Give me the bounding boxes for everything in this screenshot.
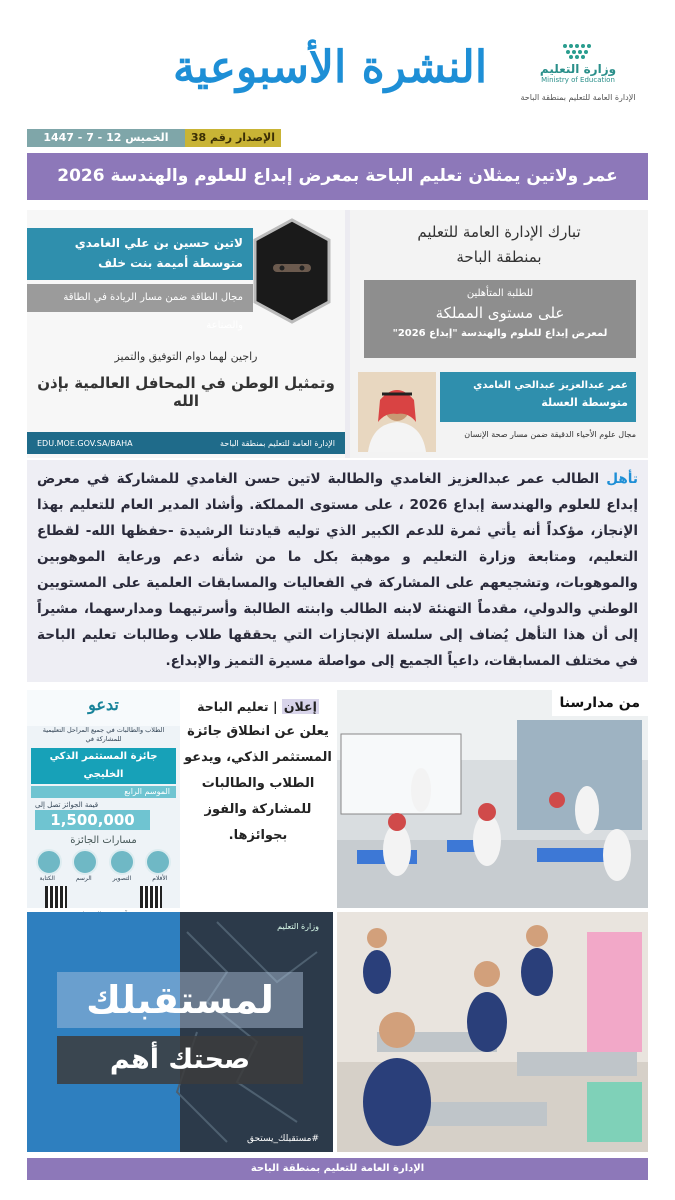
award-value: 1,500,000 <box>35 810 150 830</box>
ministry-name-en: Ministry of Education <box>541 76 615 84</box>
article-text: الطالب عمر عبدالعزيز الغامدي والطالبة لاتين حسن الغامدي للمشاركة في معرض إبداع للعلوم والهندسة إبداع 2026 ، على مستوى المملكة. وأشاد المدير العام للتعليم بهذا الإنجاز، مؤكداً أنه يأتي ثمرة للدعم الكبير الذي توليه قيادتنا الرشيدة -حفظها الله- لقطاع التعليم، ومتابعة وزارة التعليم و موهبة بكل ما من شأنه دعم ورعاية الموهوبين والموهوبات، وتشجيعهم على المشاركة في الفعاليات والمسابقات العلمية على المستويين الوطني والدولي، مقدماً التهنئة لابنه الطالب وابنته الطالبة وأسرتيهما ومدارسهما، مشيراً إلى أن هذا التأهل يُضاف إلى سلسلة الإنجازات التي يحققها طلاب وطالبات تعليم الباحة في مختلف المسابقات، داعياً الجميع إلى مواصلة مسيرة التميز والإبداع. <box>37 471 638 669</box>
award-name: جائزة المستثمر الذكي الخليجي <box>31 748 176 784</box>
pen-icon <box>36 849 62 875</box>
qualified-level: على مستوى المملكة <box>435 304 565 322</box>
health-poster-hashtag: #مستقبلك_يستحق <box>246 1134 319 1144</box>
award-tracks-label: مسارات الجائزة <box>70 835 137 846</box>
girls-classroom-photo-image <box>337 912 648 1152</box>
department-name: الإدارة العامة للتعليم بمنطقة الباحة <box>520 93 636 102</box>
girls-classroom-photo <box>337 912 648 1152</box>
headline: عمر ولاتين يمثلان تعليم الباحة بمعرض إبداع للعلوم والهندسة 2026 <box>27 153 648 200</box>
student2-banner <box>27 228 253 280</box>
congrats-text <box>360 220 638 270</box>
health-poster-logo: وزارة التعليم <box>277 922 319 931</box>
student1-name: عمر عبدالعزيز عبدالحي الغامدي <box>473 380 628 391</box>
card-footer <box>27 432 345 454</box>
qr-code-icon[interactable] <box>140 886 162 908</box>
track-label: الرسم <box>75 875 92 882</box>
from-our-schools-tag: من مدارسنا <box>552 690 649 716</box>
card-footer-dept: الإدارة العامة للتعليم بمنطقة الباحة <box>220 438 335 448</box>
card-footer-url: EDU.MOE.GOV.SA/BAHA <box>37 438 133 448</box>
track-label: الكتابة <box>39 875 55 882</box>
ministry-logo-icon <box>561 42 595 60</box>
classroom-photo-image <box>337 690 648 908</box>
student1-photo-image <box>358 372 436 452</box>
header <box>0 0 675 125</box>
award-season: الموسم الرابع <box>31 786 176 798</box>
newsletter-title: النشرة الأسبوعية <box>172 42 488 93</box>
qr-code-icon[interactable] <box>45 886 67 908</box>
issue-number: الإصدار رقم 38 <box>185 129 281 147</box>
health-poster-word1: لمستقبلك <box>57 972 303 1028</box>
student2-photo <box>249 218 335 324</box>
film-icon <box>145 849 171 875</box>
award-poster-brand: تدعو <box>88 695 119 714</box>
track-label: الأفلام <box>152 875 168 882</box>
qualified-box <box>364 280 636 358</box>
card-left-panel <box>27 210 345 458</box>
article-body <box>27 460 648 682</box>
student1-school: متوسطة العسلة <box>541 396 628 409</box>
health-poster-bg <box>27 912 333 1152</box>
footer: الإدارة العامة للتعليم بمنطقة الباحة <box>27 1158 648 1180</box>
wish-line-2: وتمثيل الوطن في المحافل العالمية بإذن الله <box>37 374 335 410</box>
issue-date: الخميس 12 - 7 - 1447 <box>27 129 185 147</box>
qualified-label: للطلبة المتأهلين <box>466 288 534 299</box>
student2-school: متوسطة أميمة بنت خلف <box>98 256 243 270</box>
paint-brush-icon <box>72 849 98 875</box>
congratulation-card <box>27 210 648 458</box>
issue-bar <box>27 129 281 147</box>
classroom-photo <box>337 690 648 908</box>
article-lead: تأهل <box>606 471 638 487</box>
award-track-icons <box>27 849 180 875</box>
award-poster <box>27 690 180 908</box>
student2-field: مجال الطاقة ضمن مسار الريادة في الطاقة والصناعة <box>27 284 253 312</box>
award-value-caption: قيمة الجوائز تصل إلى <box>35 801 99 809</box>
student1-banner <box>440 372 636 422</box>
student2-name: لاتين حسين بن علي الغامدي <box>74 236 243 250</box>
announcement-prefix: إعلان <box>283 699 317 714</box>
award-poster-top <box>27 690 180 726</box>
student1-field: مجال علوم الأحياء الدقيقة ضمن مسار صحة الإنسان <box>464 430 636 439</box>
announcement-body: يعلن عن انطلاق جائزة المستثمر الذكي، ويدعو الطلاب والطالبات للمشاركة والفوز بجوائزها. <box>184 724 332 843</box>
camera-icon <box>109 849 135 875</box>
announcement <box>183 690 333 908</box>
student1-photo <box>358 372 436 452</box>
health-poster <box>27 912 333 1152</box>
congrats-line-1: تبارك الإدارة العامة للتعليم <box>417 223 581 241</box>
announcement-suffix: تعليم الباحة <box>197 699 269 714</box>
ministry-name-ar: وزارة التعليم <box>539 62 617 76</box>
track-label: التصوير <box>112 875 132 882</box>
congrats-line-2: بمنطقة الباحة <box>456 248 542 266</box>
health-poster-word2: صحتك أهم <box>57 1036 303 1084</box>
wish-line-1: راجين لهما دوام التوفيق والتميز <box>114 350 258 363</box>
announcement-title: إعلان | تعليم الباحة <box>197 699 317 714</box>
card-right-panel <box>350 210 648 458</box>
qr-codes <box>27 882 180 908</box>
award-track-labels <box>27 875 180 882</box>
qualified-event: لمعرض إبداع للعلوم والهندسة "إبداع 2026" <box>392 328 608 339</box>
award-poster-subtitle: الطلاب والطالبات في جميع المراحل التعليمية للمشاركة في <box>42 726 165 743</box>
